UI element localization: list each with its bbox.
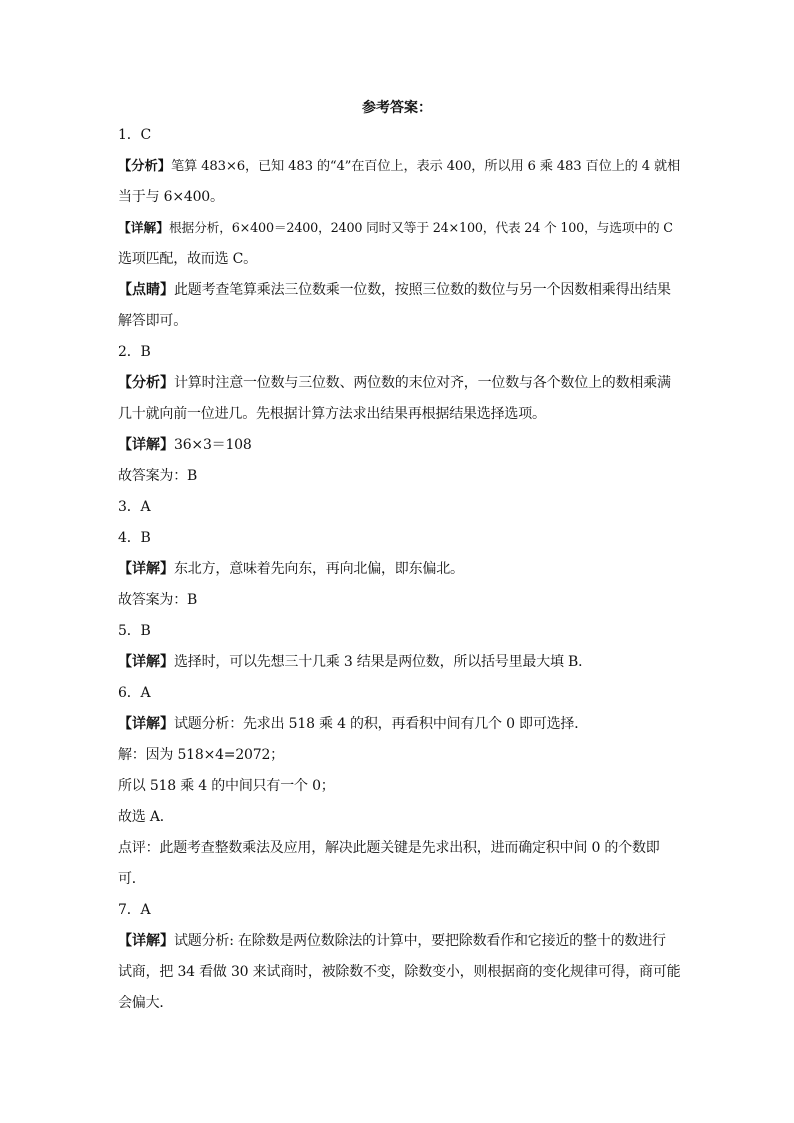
line-text: 故答案为：B [118, 592, 198, 608]
text-line [118, 647, 680, 678]
text-line [118, 678, 680, 709]
text-line [118, 430, 680, 461]
text-line [118, 926, 680, 957]
section-tag: 【详解】 [118, 561, 174, 577]
line-text: 故答案为：B [118, 468, 198, 484]
section-tag: 【详解】 [118, 716, 174, 732]
section-tag: 【点睛】 [118, 282, 174, 298]
text-line [118, 306, 680, 337]
text-line [118, 213, 680, 244]
section-tag: 【详解】 [118, 933, 174, 949]
line-text: 试商，把 34 看做 30 来试商时，被除数不变，除数变小，则根据商的变化规律可得，商可能 [118, 964, 681, 980]
line-text: 2．B [118, 344, 151, 360]
text-line [118, 895, 680, 926]
text-line [118, 709, 680, 740]
text-line [118, 988, 680, 1019]
section-tag: 【详解】 [118, 221, 169, 236]
line-text: 试题分析: 在除数是两位数除法的计算中，要把除数看作和它接近的整十的数进行 [174, 933, 666, 949]
section-tag: 【详解】 [118, 654, 174, 670]
text-line [118, 244, 680, 275]
line-text: 试题分析：先求出 518 乘 4 的积，再看积中间有几个 0 即可选择． [174, 716, 589, 732]
text-line [118, 864, 680, 895]
line-text: 解答即可。 [118, 313, 187, 329]
text-line [118, 585, 680, 616]
text-line [118, 337, 680, 368]
text-line [118, 368, 680, 399]
section-tag: 【详解】 [118, 437, 174, 453]
text-line [118, 461, 680, 492]
section-tag: 【分析】 [118, 159, 172, 174]
section-tag: 【分析】 [118, 375, 174, 391]
line-text: 故选 A． [118, 809, 174, 825]
line-text: 会偏大． [118, 995, 174, 1011]
answer-content [118, 120, 680, 1019]
line-text: 7．A [118, 902, 151, 918]
line-text: 1．C [118, 127, 152, 143]
line-text: 根据分析，6×400＝2400，2400 同时又等于 24×100，代表 24 个 100，与选项中的 C [169, 221, 673, 236]
line-text: 3．A [118, 499, 151, 515]
line-text: 6．A [118, 685, 151, 701]
line-text: 点评：此题考查整数乘法及应用，解决此题关键是先求出积，进而确定积中间 0 的个数即 [118, 840, 660, 856]
line-text: 笔算 483×6，已知 483 的“4”在百位上，表示 400，所以用 6 乘 483 百位上的 4 就相 [171, 159, 681, 174]
line-text: 几十就向前一位进几。先根据计算方法求出结果再根据结果选择选项。 [118, 406, 546, 422]
line-text: 可． [118, 871, 146, 887]
text-line [118, 492, 680, 523]
line-text: 解：因为 518×4=2072； [118, 747, 284, 763]
line-text: 4．B [118, 530, 151, 546]
line-text: 东北方，意味着先向东，再向北偏，即东偏北。 [174, 561, 464, 577]
text-line [118, 275, 680, 306]
line-text: 选择时，可以先想三十几乘 3 结果是两位数，所以括号里最大填 B． [174, 654, 592, 670]
line-text: 5．B [118, 623, 151, 639]
line-text: 选项匹配，故而选 C。 [118, 251, 257, 267]
text-line [118, 182, 680, 213]
text-line [118, 957, 680, 988]
text-line [118, 833, 680, 864]
line-text: 此题考查笔算乘法三位数乘一位数，按照三位数的数位与另一个因数相乘得出结果 [174, 282, 671, 298]
text-line [118, 523, 680, 554]
page-title: 参考答案： [362, 100, 432, 116]
line-text: 计算时注意一位数与三位数、两位数的末位对齐，一位数与各个数位上的数相乘满 [174, 375, 671, 391]
line-text: 所以 518 乘 4 的中间只有一个 0； [118, 778, 335, 794]
text-line [118, 740, 680, 771]
line-text: 36×3＝108 [174, 437, 252, 453]
text-line [118, 120, 680, 151]
text-line [118, 616, 680, 647]
text-line [118, 802, 680, 833]
line-text: 当于与 6×400。 [118, 189, 224, 205]
text-line [118, 554, 680, 585]
text-line [118, 771, 680, 802]
text-line [118, 399, 680, 430]
text-line [118, 151, 680, 182]
